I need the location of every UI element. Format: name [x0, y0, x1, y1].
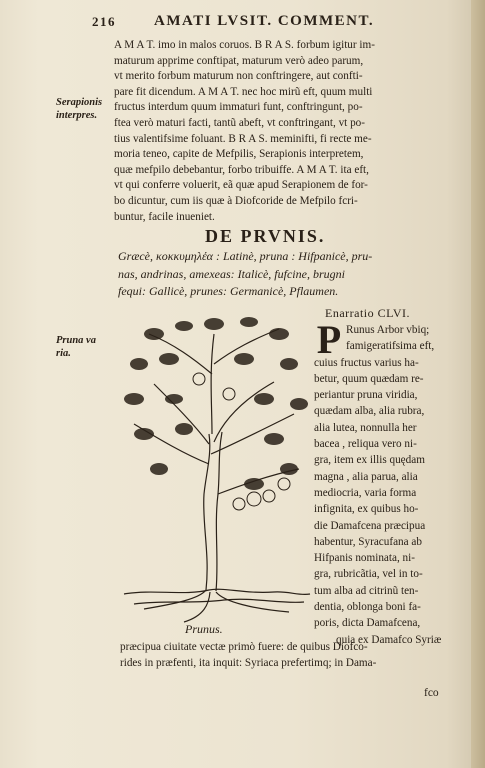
drop-cap: P: [316, 317, 342, 362]
page-edge: [471, 0, 485, 768]
figure-caption: Prunus.: [185, 622, 223, 636]
text-line: tius valentifsime foluant. B R A S. meminifti, fi recte me-: [114, 132, 372, 145]
text-line: Runus Arbor vbiq;: [346, 324, 430, 336]
margin-note-line: interpres.: [56, 110, 98, 121]
top-paragraph: [114, 38, 466, 225]
bottom-text: [120, 639, 460, 671]
text-line: alia lutea, nonnulla her: [314, 421, 417, 434]
enarratio-heading: Enarratio CLVI.: [325, 306, 411, 320]
margin-note-line: ria.: [56, 348, 71, 359]
text-line: buntur, facile inueniet.: [114, 210, 215, 223]
names-line: Græcè, κοκκυμηλέα : Latinè, pruna : Hifpanicè, pru-: [118, 249, 373, 263]
plum-tree-woodcut: [114, 304, 314, 634]
text-line: cuius fructus varius ha-: [314, 356, 419, 369]
text-line: habentur, Syracufana ab: [314, 535, 422, 548]
margin-note-line: Pruna va: [56, 335, 96, 346]
margin-note-pruna: [56, 334, 96, 360]
vernacular-names: [118, 248, 470, 301]
text-line: tum alba ad citrinũ ten-: [314, 584, 419, 597]
running-title: AMATI LVSIT. COMMENT.: [154, 13, 375, 29]
text-line: ftea verò maturi facti, tantũ abeft, vt conftringant, vt po-: [114, 116, 366, 129]
text-line: pare fit dicendum. A M A T. nec hoc mirũ eft, quum multi: [114, 85, 373, 98]
text-line: die Damafcena præcipua: [314, 519, 426, 532]
names-line: fequi: Gallicè, prunes: Germanicè, Pflaumen.: [118, 284, 339, 298]
text-line: quæ mefpilo debebantur, forbo tribuiffe. A M A T. ita eft,: [114, 163, 369, 176]
text-line: magna , alia parua, alia: [314, 470, 418, 483]
text-line: rides in præfenti, ita inquit: Syriaca prefertimq; in Dama-: [120, 657, 377, 670]
text-line: moria teneo, capite de Mefpilis, Serapionis interpretem,: [114, 148, 364, 161]
text-line: bo dicuntur, cum iis quæ à Diofcoride de Mefpilo fcri-: [114, 194, 358, 207]
text-line: dentia, oblonga boni fa-: [314, 601, 421, 614]
text-line: quædam alba, alia rubra,: [314, 405, 425, 418]
text-line: infignita, ex quibus ho-: [314, 503, 419, 516]
text-line: A M A T. imo in malos coruos. B R A S. forbum igitur im-: [114, 39, 375, 51]
text-line: bacea , reliqua vero ni-: [314, 438, 417, 451]
text-line: Hifpanis nominata, ni-: [314, 552, 415, 565]
names-line: nas, andrinas, amexeas: Italicè, fufcine, brugni: [118, 266, 345, 281]
text-line: fructus interdum quum immaturi funt, conftringunt, po-: [114, 101, 363, 114]
text-line: periantur pruna viridia,: [314, 389, 418, 402]
catchword: fco: [424, 687, 439, 699]
margin-note-serapionis: [56, 96, 102, 122]
text-line: famigeratifsima eft,: [346, 340, 435, 353]
margin-note-line: Serapionis: [56, 97, 103, 108]
text-line: poris, dicta Damafcena,: [314, 617, 421, 630]
text-line: maturum apprime conftipat, maturum verò adeo parum,: [114, 54, 364, 67]
text-line: gra, item ex illis quędam: [314, 454, 425, 467]
text-line: mediocria, varia forma: [314, 486, 417, 499]
page-number: 216: [92, 14, 116, 29]
text-line: betur, quum quædam re-: [314, 372, 424, 385]
section-title: DE PRVNIS.: [205, 226, 326, 246]
column-text: [314, 317, 464, 648]
text-line: vt merito forbum maturum non conftringere, aut confti-: [114, 70, 363, 83]
text-line: gra, rubricãtia, vel in to-: [314, 568, 423, 581]
text-line: vt qui conferre voluerit, eã quæ apud Serapionem de for-: [114, 179, 368, 192]
text-line: quia ex Damafco Syriæ: [336, 633, 442, 646]
text-line: præcipua ciuitate vectæ primò fuere: de quibus Diofco-: [120, 641, 368, 653]
